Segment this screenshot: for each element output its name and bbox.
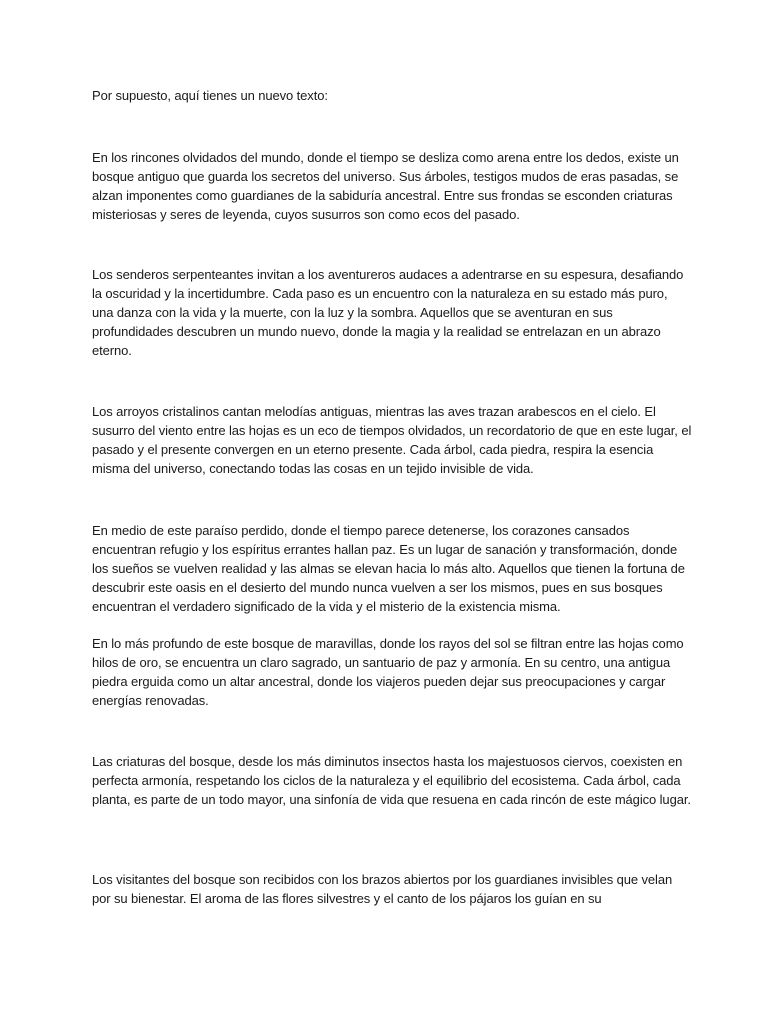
paragraph-4: En medio de este paraíso perdido, donde el tiempo parece detenerse, los corazones cansados encuentran refugio y los espíritus errantes hallan paz. Es un lugar de sanación y transformación, donde los sueños se vuelven realidad y las almas se elevan hacia lo más alto. Aquellos que tienen la fortuna de descubrir este oasis en el desierto del mundo nunca vuelven a ser los mismos, pues en sus bosques encuentran el verdadero significado de la vida y el misterio de la existencia misma. [92, 523, 685, 614]
paragraph-2: Los senderos serpenteantes invitan a los aventureros audaces a adentrarse en su espesura, desafiando la oscuridad y la incertidumbre. Cada paso es un encuentro con la naturaleza en su estado más puro, una danza con la vida y la muerte, con la luz y la sombra. Aquellos que se aventuran en sus profundidades descubren un mundo nuevo, donde la magia y la realidad se entrelazan en un abrazo eterno. [92, 267, 684, 358]
paragraph-3: Los arroyos cristalinos cantan melodías antiguas, mientras las aves trazan arabescos en el cielo. El susurro del viento entre las hojas es un eco de tiempos olvidados, un recordatorio de que en este lugar, el pasado y el presente convergen en un eterno presente. Cada árbol, cada piedra, respira la esencia misma del universo, conectando todas las cosas en un tejido invisible de vida. [92, 404, 692, 476]
paragraph-7: Los visitantes del bosque son recibidos con los brazos abiertos por los guardianes invisibles que velan por su bienestar. El aroma de las flores silvestres y el canto de los pájaros los guían en su [92, 872, 673, 906]
paragraph-1: En los rincones olvidados del mundo, donde el tiempo se desliza como arena entre los dedos, existe un bosque antiguo que guarda los secretos del universo. Sus árboles, testigos mudos de eras pasadas, se alzan imponentes como guardianes de la sabiduría ancestral. Entre sus frondas se esconden criaturas misteriosas y seres de leyenda, cuyos susurros son como ecos del pasado. [92, 150, 679, 222]
intro-line: Por supuesto, aquí tienes un nuevo texto: [92, 88, 328, 103]
paragraph-5: En lo más profundo de este bosque de maravillas, donde los rayos del sol se filtran entre las hojas como hilos de oro, se encuentra un claro sagrado, un santuario de paz y armonía. En su centro, una antigua piedra erguida como un altar ancestral, donde los viajeros pueden dejar sus preocupaciones y cargar energías renovadas. [92, 636, 684, 708]
paragraph-6: Las criaturas del bosque, desde los más diminutos insectos hasta los majestuosos ciervos, coexisten en perfecta armonía, respetando los ciclos de la naturaleza y el equilibrio del ecosistema. Cada árbol, cada planta, es parte de un todo mayor, una sinfonía de vida que resuena en cada rincón de este mágico lugar. [92, 754, 691, 807]
